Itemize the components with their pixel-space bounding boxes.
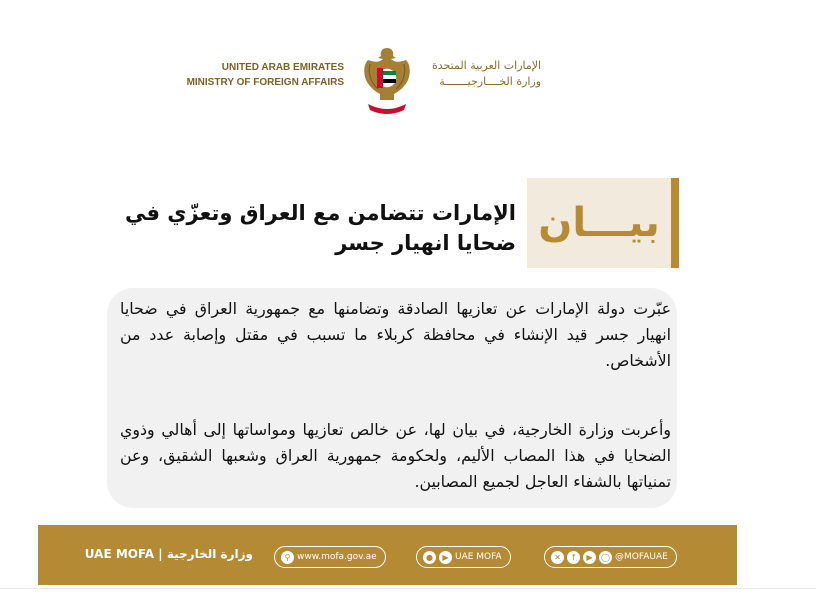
english-line-2: MINISTRY OF FOREIGN AFFAIRS: [186, 77, 344, 88]
footer-brand: [85, 547, 253, 561]
footer-separator: |: [158, 547, 163, 561]
statement-paragraph-2: وأعربت وزارة الخارجية، في بيان لها، عن خالص تعازيها ومواساتها إلى أهالي وذوي الضحايا في هذا المصاب الأليم، ولحكومة جمهورية العراق وشعبها الشقيق، وعن تمنياتها بالشفاء العاجل لجميع المصابين.: [120, 420, 671, 491]
arabic-ministry-name: [432, 58, 541, 90]
arabic-line-2: وزارة الخــــارجيـــــــة: [439, 75, 542, 88]
website-label: www.mofa.gov.ae: [297, 552, 377, 562]
social-handle: @MOFAUAE: [615, 552, 668, 562]
uae-emblem-icon: [358, 44, 416, 116]
youtube-icon: ▶: [583, 551, 596, 564]
statement-label-accent: [671, 178, 679, 268]
statement-paragraph-1: عبّرت دولة الإمارات عن تعازيها الصادقة وتضامنها مع جمهورية العراق في ضحايا انهيار جسر قيد الإنشاء في محافظة كربلاء ما تسبب في مقتل وإصابة عدد من الأشخاص.: [120, 299, 671, 370]
instagram-icon: ◯: [599, 551, 612, 564]
social-links[interactable]: [544, 546, 677, 568]
app-store-link[interactable]: [416, 546, 511, 568]
page-bottom-divider: [0, 588, 816, 589]
english-line-1: UNITED ARAB EMIRATES: [221, 62, 344, 73]
title-line-1: الإمارات تتضامن مع العراق وتعزّي في: [124, 201, 516, 225]
footer-brand-en: UAE MOFA: [84, 547, 155, 561]
apple-icon: ●: [423, 551, 436, 564]
footer-brand-ar: وزارة الخارجية: [166, 547, 253, 561]
arabic-line-1: الإمارات العربية المتحدة: [432, 59, 542, 72]
statement-title: [96, 198, 516, 258]
website-link[interactable]: [274, 546, 386, 568]
search-icon: ⚲: [281, 551, 294, 564]
letterhead: [0, 44, 816, 124]
footer-bar: [38, 525, 737, 585]
english-ministry-name: [187, 60, 344, 90]
statement-label: بيـــان: [538, 200, 660, 246]
play-store-icon: ▶: [439, 551, 452, 564]
facebook-icon: f: [567, 551, 580, 564]
app-label: UAE MOFA: [455, 552, 502, 562]
title-line-2: ضحايا انهيار جسر: [335, 231, 516, 255]
x-icon: ✕: [551, 551, 564, 564]
